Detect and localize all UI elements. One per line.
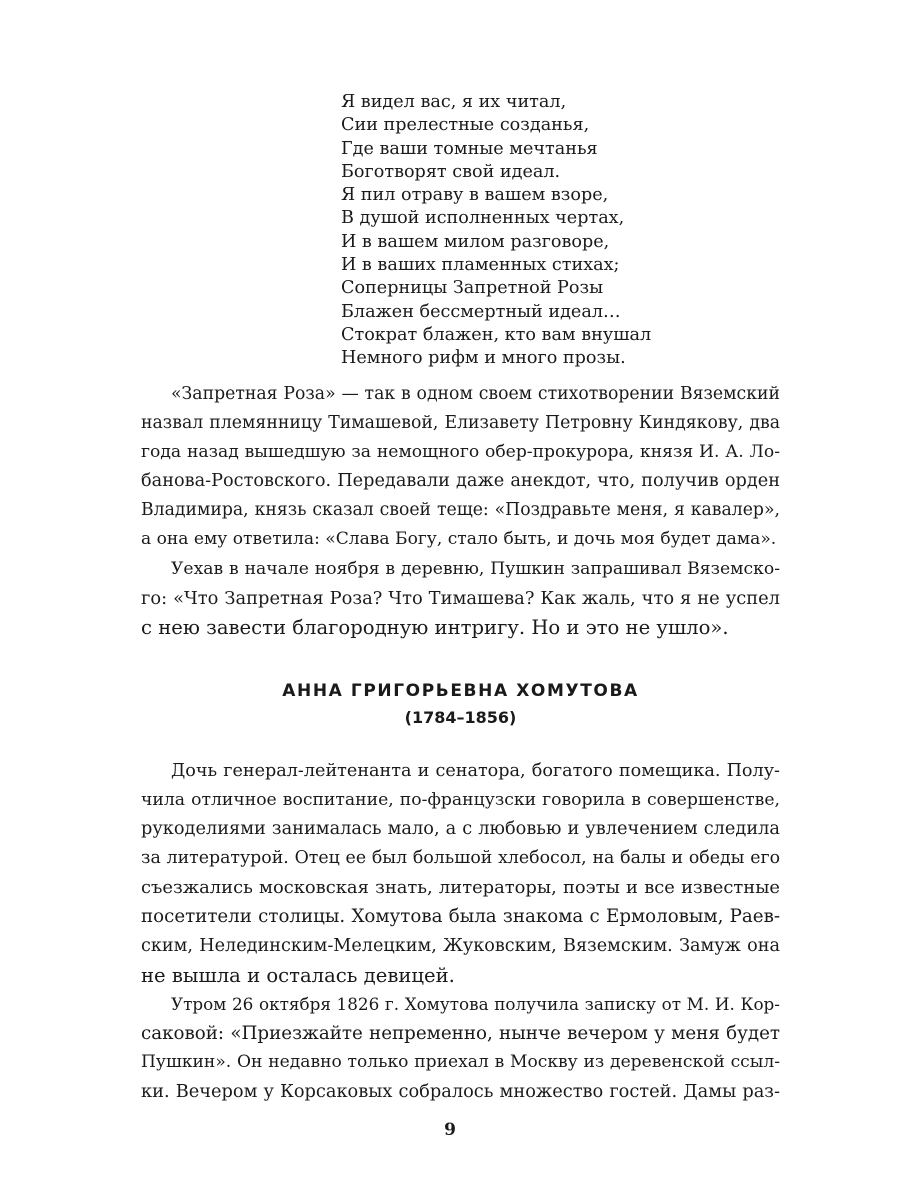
text-line: саковой: «Приезжайте непременно, нынче вечером у меня будет	[141, 1022, 780, 1044]
text-line: года назад вышедшую за немощного обер-прокурора, князя И. А. Ло-	[141, 442, 780, 463]
poem-line: Сии прелестные созданья,	[341, 115, 590, 136]
poem-line: И в ваших пламенных стихах;	[341, 255, 620, 276]
text-line: «Запретная Роза» — так в одном своем стихотворении Вяземский	[171, 384, 780, 404]
poem-line: Немного рифм и много прозы.	[341, 348, 626, 369]
poem-line: В душой исполненных чертах,	[341, 208, 625, 229]
poem-line: Блажен бессмертный идеал…	[341, 301, 621, 322]
text-line: Дочь генерал-лейтенанта и сенатора, богатого помещика. Полу-	[171, 761, 780, 781]
poem-line: Боготворят свой идеал.	[341, 161, 561, 182]
poem-stanza	[341, 91, 761, 371]
text-line: чила отличное воспитание, по-французски говорила в совершенстве,	[141, 790, 780, 811]
poem-line: Соперницы Запретной Розы	[341, 278, 604, 299]
text-line: посетители столицы. Хомутова была знакома с Ермоловым, Раев-	[141, 906, 780, 928]
poem-line: Стократ блажен, кто вам внушал	[341, 324, 652, 345]
prose-section-zapretnaya-roza	[141, 380, 780, 642]
chapter-dates: (1784–1856)	[404, 708, 517, 727]
text-line: назвал племянницу Тимашевой, Елизавету Петровну Киндякову, два	[141, 413, 780, 434]
text-line: го: «Что Запретная Роза? Что Тимашева? Как жаль, что я не успел	[141, 587, 780, 609]
page-number: 9	[444, 1120, 456, 1140]
poem-line: И в вашем милом разговоре,	[341, 231, 610, 252]
text-line: а она ему ответила: «Слава Богу, стало быть, и дочь моя будет дама».	[141, 529, 777, 550]
text-line: рукоделиями занималась мало, а с любовью и увлечением следила	[141, 819, 780, 840]
text-line: банова-Ростовского. Передавали даже анекдот, что, получив орден	[141, 471, 780, 492]
chapter-heading	[141, 678, 780, 732]
text-line: съезжались московская знать, литераторы, поэты и все известные	[141, 877, 780, 899]
text-line: Владимира, князь сказал своей теще: «Поздравьте меня, я кавалер»,	[141, 500, 780, 521]
poem-line: Где ваши томные мечтанья	[341, 138, 598, 159]
text-line: Уехав в начале ноября в деревню, Пушкин запрашивал Вяземско-	[171, 558, 780, 579]
text-line: Пушкин». Он недавно только приехал в Москву из деревенской ссыл-	[141, 1051, 780, 1072]
text-line: ским, Нелединским-Мелецким, Жуковским, Вяземским. Замуж она	[141, 935, 780, 956]
text-line: Утром 26 октября 1826 г. Хомутова получила записку от М. И. Кор-	[171, 993, 780, 1014]
chapter-title: АННА ГРИГОРЬЕВНА ХОМУТОВА	[282, 681, 639, 701]
poem-line: Я видел вас, я их читал,	[341, 92, 567, 112]
prose-section-khomutova	[141, 757, 780, 1106]
text-line: с нею завести благородную интригу. Но и это не ушло».	[141, 615, 729, 639]
text-line: ки. Вечером у Корсаковых собралось множество гостей. Дамы раз-	[141, 1081, 780, 1103]
poem-line: Я пил отраву в вашем взоре,	[341, 185, 609, 206]
text-line: за литературой. Отец ее был большой хлебосол, на балы и обеды его	[141, 848, 780, 869]
text-line: не вышла и осталась девицей.	[141, 963, 455, 987]
